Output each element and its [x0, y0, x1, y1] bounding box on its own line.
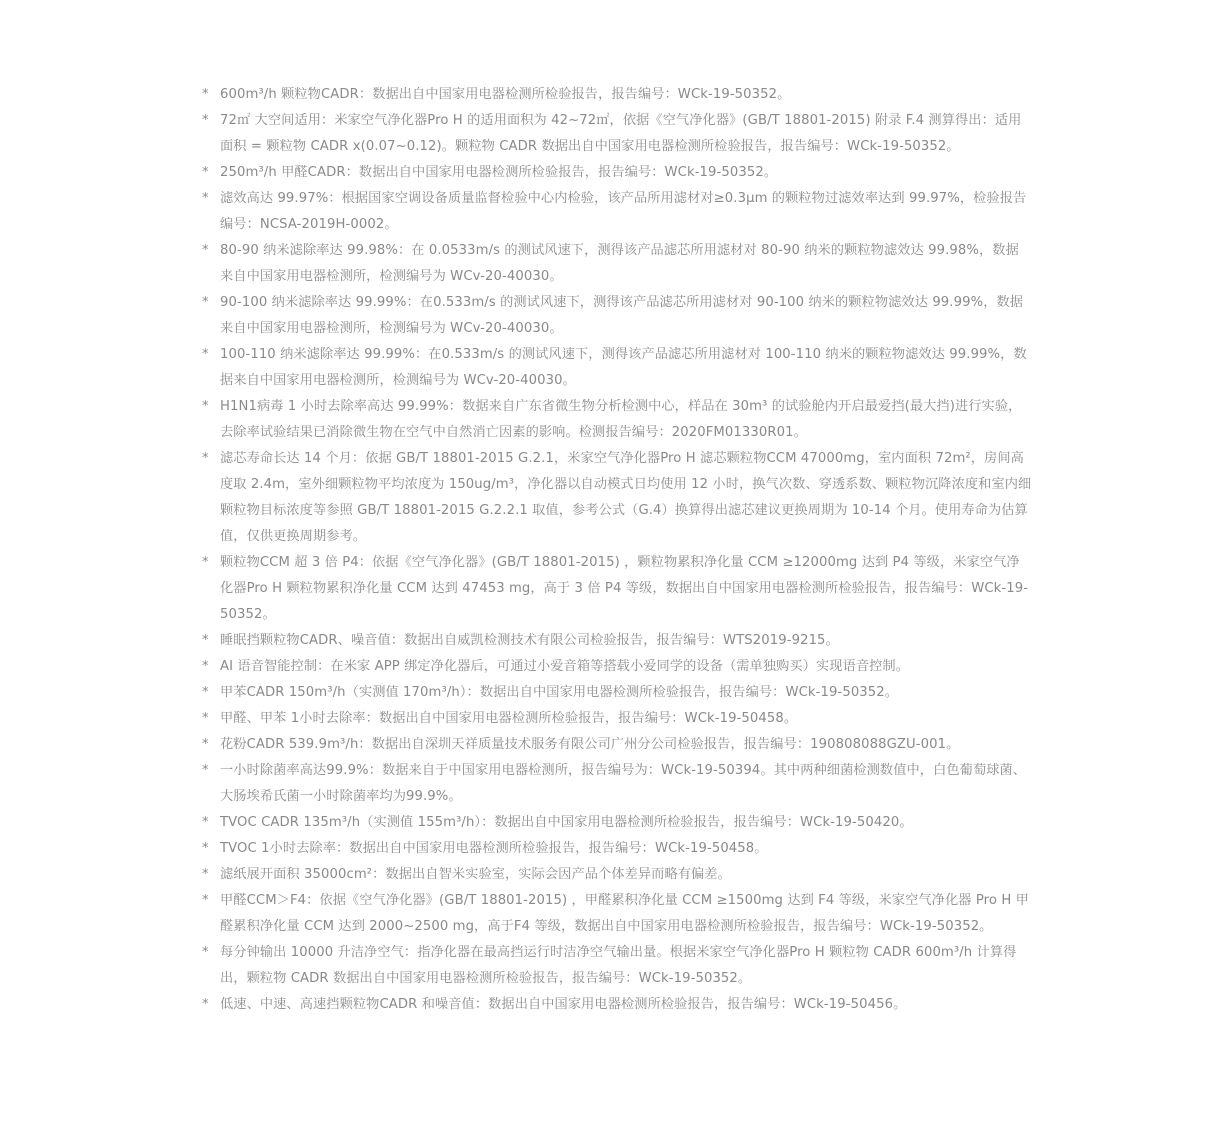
footnote-text: TVOC 1小时去除率：数据出自中国家用电器检测所检验报告，报告编号：WCk-19-50458。	[220, 841, 768, 856]
footnote-item	[200, 888, 1032, 940]
footnote-item	[200, 108, 1032, 160]
footnote-item	[200, 810, 1032, 836]
asterisk-marker: *	[202, 347, 209, 362]
asterisk-marker: *	[202, 113, 209, 128]
footnote-text: 滤纸展开面积 35000cm²：数据出自智米实验室，实际会因产品个体差异而略有偏差。	[220, 867, 731, 882]
asterisk-marker: *	[202, 711, 209, 726]
footnote-item	[200, 706, 1032, 732]
asterisk-marker: *	[202, 555, 209, 570]
footnote-text: 一小时除菌率高达99.9%：数据来自于中国家用电器检测所，报告编号为：WCk-19-50394。其中两种细菌检测数值中，白色葡萄球菌、大肠埃希氏菌一小时除菌率均为99.9%。	[220, 763, 1027, 804]
footnote-text: 花粉CADR 539.9m³/h：数据出自深圳天祥质量技术服务有限公司广州分公司检验报告，报告编号：190808088GZU-001。	[220, 737, 960, 752]
footnote-text: AI 语音智能控制：在米家 APP 绑定净化器后，可通过小爱音箱等搭载小爱同学的设备（需单独购买）实现语音控制。	[220, 659, 910, 674]
footnote-text: 低速、中速、高速挡颗粒物CADR 和噪音值：数据出自中国家用电器检测所检验报告，报告编号：WCk-19-50456。	[220, 997, 907, 1012]
asterisk-marker: *	[202, 191, 209, 206]
footnote-text: 滤效高达 99.97%：根据国家空调设备质量监督检验中心内检验，该产品所用滤材对≥0.3μm 的颗粒物过滤效率达到 99.97%，检验报告编号：NCSA-2019H-0002。	[220, 191, 1027, 232]
footnote-text: 90-100 纳米滤除率达 99.99%：在0.533m/s 的测试风速下，测得该产品滤芯所用滤材对 90-100 纳米的颗粒物滤效达 99.99%，数据来自中国家用电器检测所，检测编号为 WCv-20-40030。	[220, 295, 1024, 336]
footnote-item	[200, 394, 1032, 446]
footnote-text: 滤芯寿命长达 14 个月：依据 GB/T 18801-2015 G.2.1，米家空气净化器Pro H 滤芯颗粒物CCM 47000mg，室内面积 72m²，房间高度取 2.4m，室外细颗粒物平均浓度为 150ug/m³，净化器以自动模式日均使用 12 小时，换气次数、穿透系数、颗粒物沉降浓度和室内细颗粒物目标浓度等参照 GB/T 18801-2015 G.2.2.1 取值，参考公式（G.4）换算得出滤芯建议更换周期为 10-14 个月。使用寿命为估算值，仅供更换周期参考。	[220, 451, 1032, 544]
footnote-text: H1N1病毒 1 小时去除率高达 99.99%：数据来自广东省微生物分析检测中心，样品在 30m³ 的试验舱内开启最爱挡(最大挡)进行实验，去除率试验结果已消除微生物在空气中自然消亡因素的影响。检测报告编号：2020FM01330R01。	[220, 399, 1022, 440]
footnote-text: 颗粒物CCM 超 3 倍 P4：依据《空气净化器》(GB/T 18801-2015) ，颗粒物累积净化量 CCM ≥12000mg 达到 P4 等级，米家空气净化器Pro H 颗粒物累积净化量 CCM 达到 47453 mg，高于 3 倍 P4 等级，数据出自中国家用电器检测所检验报告，报告编号：WCk-19-50352。	[220, 555, 1029, 622]
asterisk-marker: *	[202, 243, 209, 258]
footnote-text: 甲醛、甲苯 1小时去除率：数据出自中国家用电器检测所检验报告，报告编号：WCk-19-50458。	[220, 711, 798, 726]
footnote-item	[200, 836, 1032, 862]
asterisk-marker: *	[202, 659, 209, 674]
footnote-item	[200, 290, 1032, 342]
asterisk-marker: *	[202, 763, 209, 778]
footnote-text: 600m³/h 颗粒物CADR：数据出自中国家用电器检测所检验报告，报告编号：WCk-19-50352。	[220, 87, 791, 102]
footnote-item	[200, 654, 1032, 680]
footnote-text: TVOC CADR 135m³/h（实测值 155m³/h）：数据出自中国家用电器检测所检验报告，报告编号：WCk-19-50420。	[220, 815, 913, 830]
asterisk-marker: *	[202, 165, 209, 180]
asterisk-marker: *	[202, 945, 209, 960]
footnote-item	[200, 992, 1032, 1018]
footnote-item	[200, 82, 1032, 108]
footnote-item	[200, 186, 1032, 238]
footnote-list	[200, 82, 1032, 1018]
asterisk-marker: *	[202, 295, 209, 310]
asterisk-marker: *	[202, 737, 209, 752]
footnote-item	[200, 342, 1032, 394]
footnote-text: 100-110 纳米滤除率达 99.99%：在0.533m/s 的测试风速下，测得该产品滤芯所用滤材对 100-110 纳米的颗粒物滤效达 99.99%，数据来自中国家用电器检测所，检测编号为 WCv-20-40030。	[220, 347, 1027, 388]
footnote-item	[200, 862, 1032, 888]
footnote-item	[200, 446, 1032, 550]
asterisk-marker: *	[202, 633, 209, 648]
footnote-item	[200, 680, 1032, 706]
footnote-text: 甲苯CADR 150m³/h（实测值 170m³/h）：数据出自中国家用电器检测所检验报告，报告编号：WCk-19-50352。	[220, 685, 899, 700]
footnote-text: 80-90 纳米滤除率达 99.98%：在 0.0533m/s 的测试风速下，测得该产品滤芯所用滤材对 80-90 纳米的颗粒物滤效达 99.98%，数据来自中国家用电器检测所，检测编号为 WCv-20-40030。	[220, 243, 1019, 284]
footnote-item	[200, 732, 1032, 758]
asterisk-marker: *	[202, 997, 209, 1012]
asterisk-marker: *	[202, 451, 209, 466]
footnote-text: 睡眠挡颗粒物CADR、噪音值：数据出自威凯检测技术有限公司检验报告，报告编号：WTS2019-9215。	[220, 633, 839, 648]
asterisk-marker: *	[202, 815, 209, 830]
asterisk-marker: *	[202, 867, 209, 882]
footnote-item	[200, 238, 1032, 290]
asterisk-marker: *	[202, 893, 209, 908]
footnote-text: 250m³/h 甲醛CADR：数据出自中国家用电器检测所检验报告，报告编号：WCk-19-50352。	[220, 165, 778, 180]
asterisk-marker: *	[202, 685, 209, 700]
footnote-item	[200, 628, 1032, 654]
footnote-item	[200, 550, 1032, 628]
footnote-item	[200, 758, 1032, 810]
asterisk-marker: *	[202, 399, 209, 414]
footnote-text: 甲醛CCM＞F4：依据《空气净化器》(GB/T 18801-2015) ，甲醛累积净化量 CCM ≥1500mg 达到 F4 等级，米家空气净化器 Pro H 甲醛累积净化量 CCM 达到 2000~2500 mg，高于F4 等级，数据出自中国家用电器检测所检验报告，报告编号：WCk-19-50352。	[220, 893, 1029, 934]
footnote-text: 72㎡ 大空间适用：米家空气净化器Pro H 的适用面积为 42~72㎡，依据《空气净化器》(GB/T 18801-2015) 附录 F.4 测算得出：适用面积 = 颗粒物 CADR x(0.07~0.12)。颗粒物 CADR 数据出自中国家用电器检测所检验报告，报告编号：WCk-19-50352。	[220, 113, 1022, 154]
footnote-item	[200, 940, 1032, 992]
asterisk-marker: *	[202, 841, 209, 856]
footnote-text: 每分钟输出 10000 升洁净空气：指净化器在最高挡运行时洁净空气输出量。根据米家空气净化器Pro H 颗粒物 CADR 600m³/h 计算得出，颗粒物 CADR 数据出自中国家用电器检测所检验报告，报告编号：WCk-19-50352。	[220, 945, 1017, 986]
asterisk-marker: *	[202, 87, 209, 102]
footnote-item	[200, 160, 1032, 186]
